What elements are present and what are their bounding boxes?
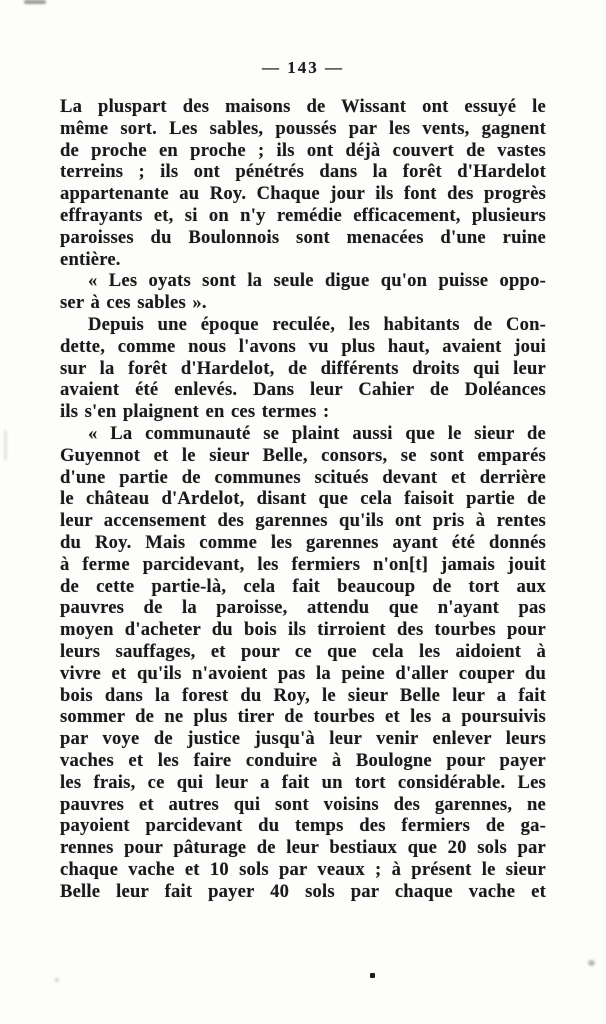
text-line: le château d'Ardelot, disant que cela faisoit partie de	[60, 488, 546, 510]
text-line: les frais, ce qui leur a fait un tort considérable. Les	[60, 771, 546, 793]
text-line: entière.	[60, 248, 121, 270]
text-line: sur la forêt d'Hardelot, de différents droits qui leur	[60, 357, 546, 379]
text-line: même sort. Les sables, poussés par les vents, gagnent	[60, 117, 546, 139]
text-line: bois dans la forest du Roy, le sieur Belle leur a fait	[60, 684, 546, 706]
text-line: de proche en proche ; ils ont déjà couvert de vastes	[60, 139, 546, 161]
text-line: Belle leur fait payer 40 sols par chaque vache et	[60, 880, 546, 902]
body-text-block	[60, 96, 546, 902]
scan-smudge	[4, 430, 7, 460]
text-line: sommer de ne plus tirer de tourbes et les a poursuivis	[60, 706, 546, 728]
text-line: rennes pour pâturage de leur bestiaux que 20 sols par	[60, 837, 546, 859]
text-line: ser à ces sables ».	[60, 292, 207, 314]
text-line: Depuis une époque reculée, les habitants de Con-	[88, 313, 546, 335]
text-line: moyen d'acheter du bois ils tirroient des tourbes pour	[60, 619, 546, 641]
text-line: appartenante au Roy. Chaque jour ils font des progrès	[60, 183, 546, 205]
text-line: payoient parcidevant du temps des fermiers de ga-	[60, 815, 546, 837]
text-line: leurs sauffages, et pour ce que cela les aidoient à	[60, 640, 546, 662]
text-line: leur accensement des garennes qu'ils ont pris à rentes	[60, 510, 546, 532]
text-line: paroisses du Boulonnois sont menacées d'une ruine	[60, 226, 546, 248]
text-line: avaient été enlevés. Dans leur Cahier de Doléances	[60, 379, 546, 401]
text-line: pauvres de la paroisse, attendu que n'ayant pas	[60, 597, 546, 619]
text-line: pauvres et autres qui sont voisins des garennes, ne	[60, 793, 546, 815]
text-line: du Roy. Mais comme les garennes ayant été donnés	[60, 531, 546, 553]
text-line: à ferme parcidevant, les fermiers n'on[t] jamais jouit	[60, 553, 546, 575]
text-line: dette, comme nous l'avons vu plus haut, avaient joui	[60, 335, 546, 357]
text-line: de cette partie-là, cela fait beaucoup de tort aux	[60, 575, 546, 597]
ink-speck	[370, 973, 375, 978]
text-line: par voye de justice jusqu'à leur venir enlever leurs	[60, 728, 546, 750]
text-line: chaque vache et 10 sols par veaux ; à présent le sieur	[60, 858, 546, 880]
text-line: vaches et les faire conduire à Boulogne pour payer	[60, 749, 546, 771]
text-line: La pluspart des maisons de Wissant ont essuyé le	[60, 96, 546, 117]
ink-speck	[588, 960, 595, 966]
scan-smudge	[24, 0, 46, 4]
text-line: vivre et qu'ils n'avoient pas la peine d'aller couper du	[60, 662, 546, 684]
text-line: « La communauté se plaint aussi que le sieur de	[88, 422, 546, 444]
text-line: Guyennot et le sieur Belle, consors, se sont emparés	[60, 444, 546, 466]
text-line: ils s'en plaignent en ces termes :	[60, 401, 330, 423]
text-line: d'une partie de communes scitués devant et derrière	[60, 466, 546, 488]
text-line: « Les oyats sont la seule digue qu'on puisse oppo-	[88, 270, 546, 292]
text-line: effrayants et, si on n'y remédie efficacement, plusieurs	[60, 204, 546, 226]
text-line: terreins ; ils ont pénétrés dans la forêt d'Hardelot	[60, 161, 546, 183]
page-number-header: — 143 —	[262, 58, 344, 77]
ink-speck	[55, 978, 59, 982]
